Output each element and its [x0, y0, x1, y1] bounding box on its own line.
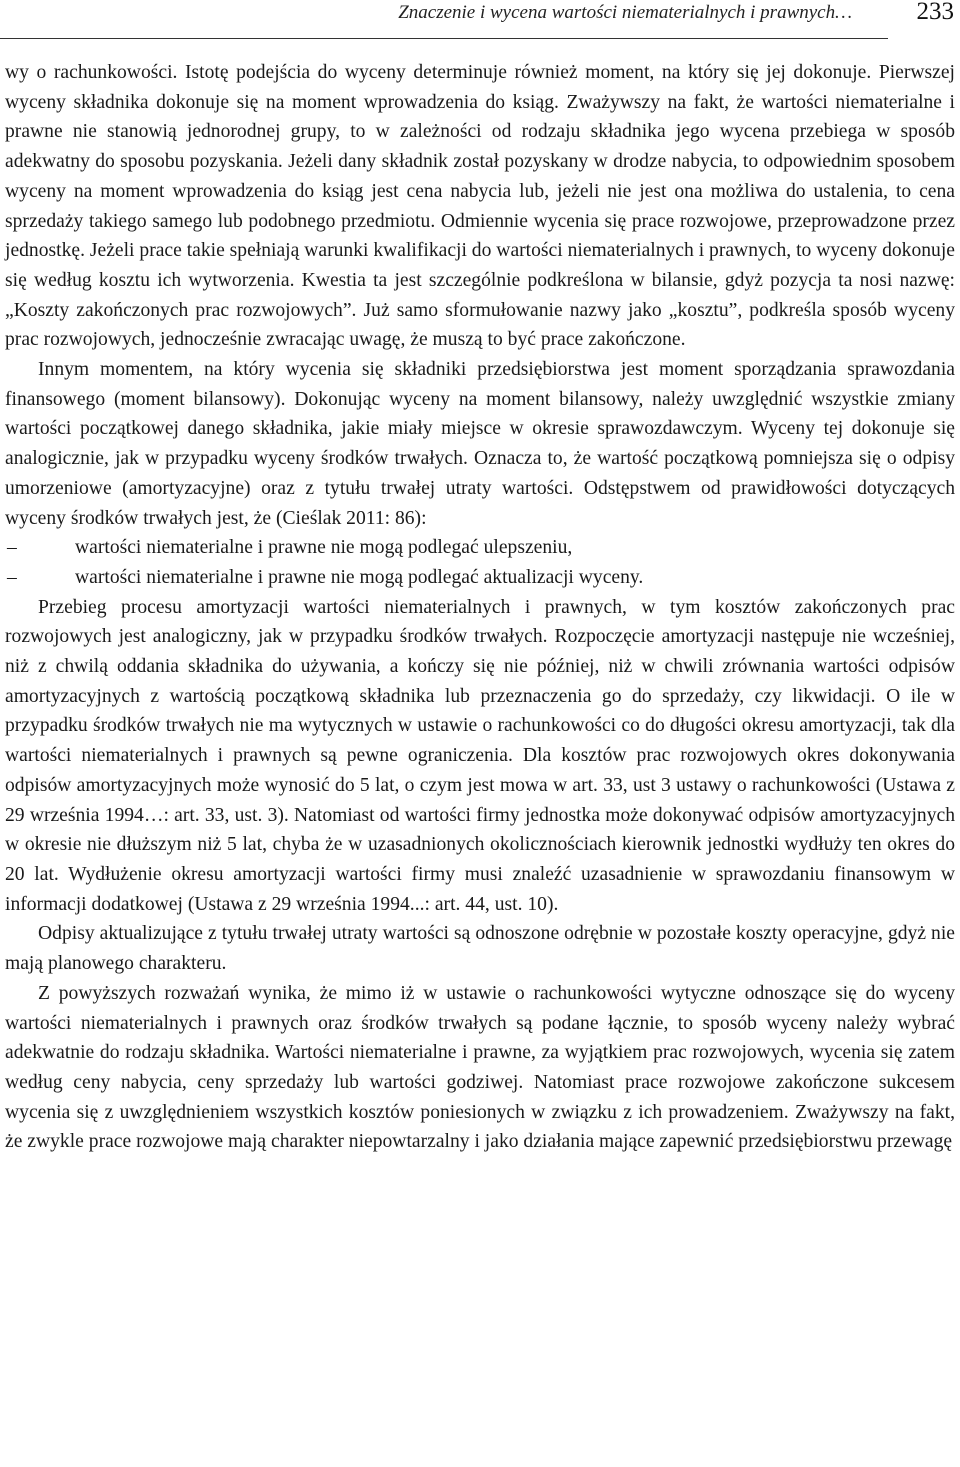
paragraph-5: Z powyższych rozważań wynika, że mimo iż w ustawie o rachunkowości wytyczne odnoszące się do wyceny wartości niematerialnych i prawnych oraz środków trwałych są podane łącznie, to sposób wyceny należy wybrać adekwatnie do rodzaju składnika. Wartości niematerialne i prawne, za wyjątkiem prac rozwojowych, wycenia się zatem według ceny nabycia, ceny sprzedaży lub wartości godziwej. Natomiast prace rozwojowe zakończone sukcesem wycenia się z uwzględnieniem wszystkich kosztów poniesionych w związku z ich prowadzeniem. Zważywszy na fakt, że zwykle prace rozwojowe mają charakter niepowtarzalny i jako działania mające zapewnić przedsiębiorstwu przewagę: [5, 982, 955, 1153]
list-item-text: wartości niematerialne i prawne nie mogą podlegać aktualizacji wyceny.: [75, 566, 644, 588]
dash-bullet: –: [7, 537, 17, 559]
dash-list: [5, 533, 955, 592]
paragraph-1: wy o rachunkowości. Istotę podejścia do wyceny determinuje również moment, na który się jej dokonuje. Pierwszej wyceny składnika dokonuje się na moment wprowadzenia do ksiąg. Zważywszy na fakt, że wartości niematerialne i prawne nie stanowią jednorodnej grupy, to w zależności od rodzaju składnika jego wycena przebiega w sposób adekwatny do sposobu pozyskania. Jeżeli dany składnik został pozyskany w drodze nabycia, to odpowiednim sposobem wyceny na moment wprowadzenia do ksiąg jest cena nabycia lub, jeżeli nie jest ona możliwa do ustalenia, to cena sprzedaży takiego samego lub podobnego przedmiotu. Odmiennie wycenia się prace rozwojowe, przeprowadzone przez jednostkę. Jeżeli prace takie spełniają warunki kwalifikacji do wartości niematerialnych i prawnych, to wyceny dokonuje się według kosztu ich wytworzenia. Kwestia ta jest szczególnie podkreślona w bilansie, gdyż pozycja ta nosi nazwę: „Koszty zakończonych prac rozwojowych”. Już samo sformułowanie nazwy jako „kosztu”, podkreśla sposób wyceny prac rozwojowych, jednocześnie zwracając uwagę, że muszą to być prace zakończone.: [5, 62, 955, 351]
running-header: [0, 0, 960, 40]
body-text: [5, 58, 955, 1157]
list-item: [5, 563, 955, 593]
page-number: 233: [916, 0, 954, 25]
paragraph-2: Innym momentem, na który wycenia się składniki przedsiębiorstwa jest moment sporządzania sprawozdania finansowego (moment bilansowy). Dokonując wyceny na moment bilansowy, należy uwzględnić wszystkie zmiany wartości początkowej danego składnika, jakie miały miejsce w okresie sprawozdawczym. Wyceny tej dokonuje się analogicznie, jak w przypadku wyceny środków trwałych. Oznacza to, że wartość początkową pomniejsza się o odpisy umorzeniowe (amortyzacyjne) oraz z tytułu trwałej utraty wartości. Odstępstwem od prawidłowości dotyczących wyceny środków trwałych jest, że (Cieślak 2011: 86):: [5, 359, 955, 529]
running-header-title: Znaczenie i wycena wartości niematerialnych i prawnych…: [398, 2, 852, 23]
list-item-text: wartości niematerialne i prawne nie mogą podlegać ulepszeniu,: [75, 537, 573, 559]
paragraph-3: Przebieg procesu amortyzacji wartości niematerialnych i prawnych, w tym kosztów zakończonych prac rozwojowych jest analogiczny, jak w przypadku środków trwałych. Rozpoczęcie amortyzacji następuje nie wcześniej, niż z chwilą oddania składnika do używania, a kończy się nie później, niż w chwili zrównania wartości odpisów amortyzacyjnych z wartością początkową składnika lub przeznaczenia go do sprzedaży, czy likwidacji. O ile w przypadku środków trwałych nie ma wytycznych w ustawie o rachunkowości co do długości okresu amortyzacji, tak dla wartości niematerialnych i prawnych są pewne ograniczenia. Dla kosztów prac rozwojowych okres dokonywania odpisów amortyzacyjnych może wynosić do 5 lat, o czym jest mowa w art. 33, ust 3 ustawy o rachunkowości (Ustawa z 29 września 1994…: art. 33, ust. 3). Natomiast od wartości firmy jednostka może dokonywać odpisów amortyzacyjnych w okresie nie dłuższym niż 5 lat, chyba że w uzasadnionych okolicznościach kierownik jednostki wydłuży ten okres do 20 lat. Wydłużenie okresu amortyzacji wartości firmy musi znaleźć uzasadnienie w sprawozdaniu finansowym w informacji dodatkowej (Ustawa z 29 września 1994...: art. 44, ust. 10).: [5, 596, 955, 915]
paragraph-4: Odpisy aktualizujące z tytułu trwałej utraty wartości są odnoszone odrębnie w pozostałe koszty operacyjne, gdyż nie mają planowego charakteru.: [5, 923, 955, 975]
list-item: [5, 533, 955, 563]
dash-bullet: –: [7, 566, 17, 588]
header-rule: [0, 38, 888, 39]
